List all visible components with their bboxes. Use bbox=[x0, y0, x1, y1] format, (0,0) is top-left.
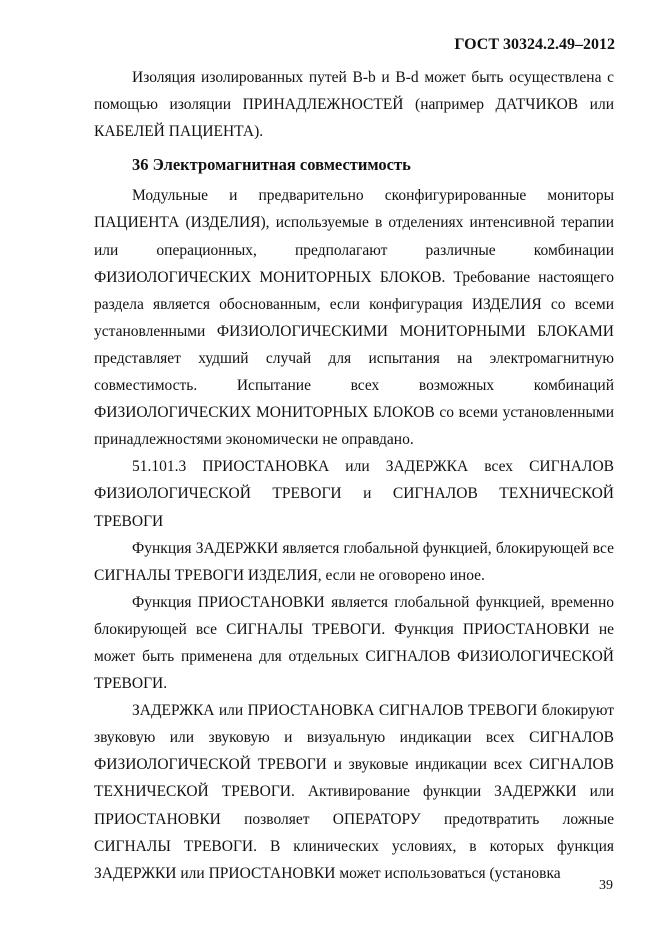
standard-code-header: ГОСТ 30324.2.49–2012 bbox=[454, 36, 615, 53]
paragraph-modular-monitors: Модульные и предварительно сконфигурированные мониторы ПАЦИЕНТА (ИЗДЕЛИЯ), используемые в отделениях интенсивной терапии или операционных, предполагают различные комбинации ФИЗИОЛОГИЧЕСКИХ МОНИТОРНЫХ БЛОКОВ. Требование настоящего раздела является обоснованным, если конфигурация ИЗДЕЛИЯ со всеми установленными ФИЗИОЛОГИЧЕСКИМИ МОНИТОРНЫМИ БЛОКАМИ представляет худший случай для испытания на электромагнитную совместимость. Испытание всех возможных комбинаций ФИЗИОЛОГИЧЕСКИХ МОНИТОРНЫХ БЛОКОВ со всеми установленными принадлежностями экономически не оправдано. bbox=[94, 187, 614, 449]
section-heading: 36 Электромагнитная совместимость bbox=[132, 155, 411, 175]
paragraph-delay-function: Функция ЗАДЕРЖКИ является глобальной функцией, блокирующей все СИГНАЛЫ ТРЕВОГИ ИЗДЕЛИЯ, если не оговорено иное. bbox=[94, 539, 614, 584]
paragraph-isolation: Изоляция изолированных путей B-b и B-d может быть осуществлена с помощью изоляции ПРИНАДЛЕЖНОСТЕЙ (например ДАТЧИКОВ или КАБЕЛЕЙ ПАЦИЕНТА). bbox=[94, 69, 614, 141]
paragraph-alarm-blocking: ЗАДЕРЖКА или ПРИОСТАНОВКА СИГНАЛОВ ТРЕВОГИ блокируют звуковую или звуковую и визуальную индикации всех СИГНАЛОВ ФИЗИОЛОГИЧЕСКОЙ ТРЕВОГИ и звуковые индикации всех СИГНАЛОВ ТЕХНИЧЕСКОЙ ТРЕВОГИ. Активирование функции ЗАДЕРЖКИ или ПРИОСТАНОВКИ позволяет ОПЕРАТОРУ предотвратить ложные СИГНАЛЫ ТРЕВОГИ. В клинических условиях, в которых функция ЗАДЕРЖКИ или ПРИОСТАНОВКИ может использоваться (установка bbox=[94, 702, 614, 882]
paragraph-suspend-function: Функция ПРИОСТАНОВКИ является глобальной функцией, временно блокирующей все СИГНАЛЫ ТРЕВОГИ. Функция ПРИОСТАНОВКИ не может быть применена для отдельных СИГНАЛОВ ФИЗИОЛОГИЧЕСКОЙ ТРЕВОГИ. bbox=[94, 593, 614, 693]
paragraph-clause-51-101-3: 51.101.3 ПРИОСТАНОВКА или ЗАДЕРЖКА всех СИГНАЛОВ ФИЗИОЛОГИЧЕСКОЙ ТРЕВОГИ и СИГНАЛОВ ТЕХНИЧЕСКОЙ ТРЕВОГИ bbox=[94, 458, 614, 530]
document-body bbox=[94, 64, 614, 887]
page-number: 39 bbox=[599, 878, 613, 893]
